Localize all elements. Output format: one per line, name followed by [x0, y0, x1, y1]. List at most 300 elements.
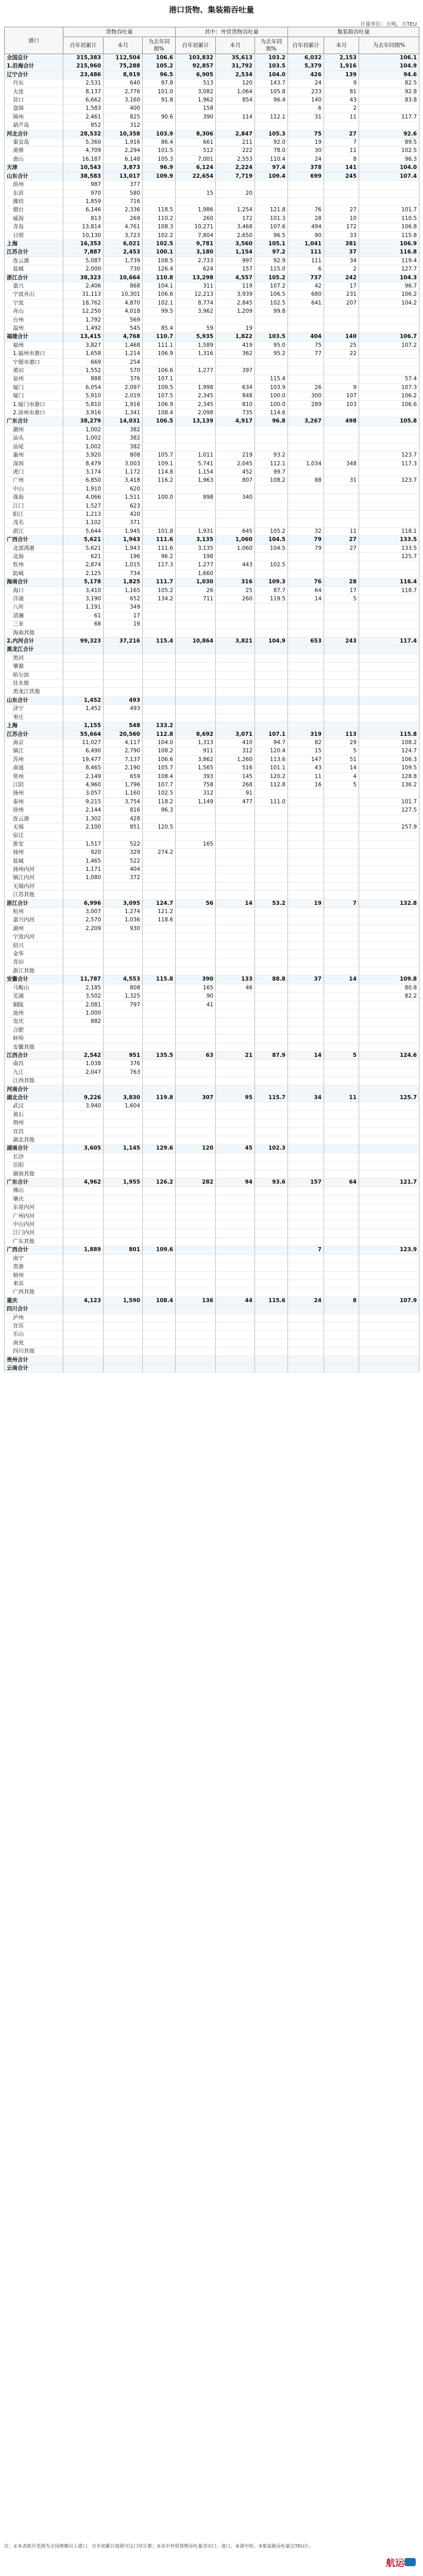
- value-cell: 31,113: [63, 291, 104, 299]
- value-cell: [288, 933, 324, 941]
- value-cell: 1,038: [63, 1060, 104, 1068]
- value-cell: 1,002: [63, 426, 104, 434]
- table-row: [5, 1364, 419, 1372]
- value-cell: [359, 1237, 419, 1245]
- value-cell: [216, 908, 255, 916]
- port-name-cell: 湛江: [5, 527, 63, 535]
- table-body: [5, 54, 419, 1373]
- value-cell: [359, 181, 419, 189]
- value-cell: 83.8: [359, 96, 419, 105]
- value-cell: [216, 181, 255, 189]
- value-cell: 624: [176, 265, 216, 274]
- table-row: [5, 975, 419, 984]
- value-cell: 35,613: [216, 54, 255, 62]
- value-cell: [324, 1060, 359, 1068]
- value-cell: [324, 1364, 359, 1372]
- value-cell: 87.9: [255, 1051, 288, 1059]
- table-row: [5, 823, 419, 831]
- table-row: [5, 223, 419, 231]
- table-row: [5, 172, 419, 180]
- table-row: [5, 1085, 419, 1093]
- value-cell: [288, 891, 324, 899]
- value-cell: [104, 1254, 143, 1262]
- port-name-cell: 嘉兴: [5, 282, 63, 290]
- value-cell: [288, 882, 324, 890]
- value-cell: 522: [104, 840, 143, 848]
- port-name-cell: 黄骅: [5, 147, 63, 155]
- value-cell: [255, 924, 288, 933]
- value-cell: [255, 815, 288, 823]
- value-cell: [104, 832, 143, 840]
- value-cell: 1,302: [63, 815, 104, 823]
- value-cell: [216, 502, 255, 510]
- value-cell: 18,762: [63, 299, 104, 307]
- value-cell: [324, 603, 359, 612]
- port-name-cell: 徐州: [5, 806, 63, 815]
- value-cell: 77: [288, 350, 324, 358]
- value-cell: [359, 663, 419, 671]
- value-cell: [63, 1077, 104, 1085]
- value-cell: 737: [288, 274, 324, 282]
- value-cell: [216, 1221, 255, 1229]
- value-cell: 3,082: [176, 88, 216, 96]
- value-cell: [176, 874, 216, 882]
- value-cell: 2,406: [63, 282, 104, 290]
- value-cell: [176, 603, 216, 612]
- value-cell: 1,986: [176, 206, 216, 214]
- value-cell: 659: [104, 772, 143, 781]
- value-cell: [216, 519, 255, 527]
- table-row: [5, 755, 419, 764]
- port-name-cell: 惠州: [5, 451, 63, 460]
- value-cell: 105.7: [143, 764, 176, 772]
- port-name-cell: 嘉兴内河: [5, 916, 63, 924]
- value-cell: [176, 1195, 216, 1203]
- value-cell: [104, 882, 143, 890]
- value-cell: 268: [216, 781, 255, 789]
- value-cell: [63, 688, 104, 696]
- value-cell: 1,277: [176, 561, 216, 569]
- value-cell: [176, 1246, 216, 1254]
- value-cell: 8: [324, 1297, 359, 1305]
- port-name-cell: 宜昌: [5, 1127, 63, 1136]
- value-cell: [255, 1254, 288, 1262]
- value-cell: [324, 1305, 359, 1314]
- value-cell: [324, 1119, 359, 1127]
- value-cell: 107.7: [143, 781, 176, 789]
- value-cell: [176, 832, 216, 840]
- value-cell: [255, 612, 288, 620]
- value-cell: 106.5: [143, 417, 176, 426]
- value-cell: [288, 941, 324, 950]
- value-cell: [324, 1348, 359, 1356]
- port-name-cell: 南宁: [5, 1254, 63, 1262]
- value-cell: 38,583: [63, 172, 104, 180]
- value-cell: [143, 1001, 176, 1009]
- value-cell: 102.5: [359, 147, 419, 155]
- value-cell: [63, 1170, 104, 1178]
- value-cell: [216, 105, 255, 113]
- value-cell: 61: [63, 612, 104, 620]
- value-cell: [176, 1364, 216, 1372]
- port-name-cell: 南充: [5, 1339, 63, 1347]
- value-cell: 82.2: [359, 992, 419, 1001]
- value-cell: 1,583: [63, 105, 104, 113]
- value-cell: 5,178: [63, 578, 104, 586]
- value-cell: 404: [104, 866, 143, 874]
- table-row: [5, 1229, 419, 1237]
- value-cell: 1,341: [104, 409, 143, 417]
- value-cell: 10,130: [63, 231, 104, 240]
- table-row: [5, 240, 419, 248]
- value-cell: [255, 502, 288, 510]
- value-cell: [104, 1043, 143, 1051]
- port-name-cell: 湖南其他: [5, 1170, 63, 1178]
- value-cell: [143, 1110, 176, 1119]
- value-cell: [359, 916, 419, 924]
- value-cell: 987: [63, 181, 104, 189]
- value-cell: [288, 502, 324, 510]
- value-cell: [216, 654, 255, 662]
- value-cell: 371: [104, 519, 143, 527]
- value-cell: 121.7: [359, 1178, 419, 1187]
- value-cell: 274.2: [143, 849, 176, 857]
- table-row: [5, 663, 419, 671]
- value-cell: [104, 1204, 143, 1212]
- value-cell: [288, 1127, 324, 1136]
- value-cell: 120: [176, 1144, 216, 1153]
- value-cell: 580: [104, 189, 143, 197]
- value-cell: [216, 1212, 255, 1220]
- value-cell: [324, 620, 359, 629]
- value-cell: [176, 358, 216, 366]
- value-cell: 1,313: [176, 738, 216, 747]
- port-name-cell: 连云港: [5, 257, 63, 265]
- value-cell: 4,960: [63, 781, 104, 789]
- table-row: [5, 654, 419, 662]
- value-cell: [324, 197, 359, 206]
- value-cell: 125.7: [359, 1093, 419, 1102]
- value-cell: 143.7: [255, 79, 288, 88]
- port-name-cell: 台州: [5, 316, 63, 324]
- value-cell: [359, 1077, 419, 1085]
- table-row: [5, 308, 419, 316]
- value-cell: [324, 502, 359, 510]
- value-cell: [324, 866, 359, 874]
- value-cell: [324, 950, 359, 958]
- value-cell: 758: [176, 781, 216, 789]
- value-cell: 109.4: [255, 172, 288, 180]
- value-cell: 56: [176, 899, 216, 907]
- value-cell: [216, 1068, 255, 1076]
- value-cell: 34: [288, 1093, 324, 1102]
- value-cell: [63, 1212, 104, 1220]
- value-cell: [255, 916, 288, 924]
- value-cell: [176, 1204, 216, 1212]
- port-name-cell: 武汉: [5, 1102, 63, 1110]
- table-row: [5, 477, 419, 485]
- value-cell: [288, 840, 324, 848]
- value-cell: [324, 510, 359, 518]
- value-cell: [324, 308, 359, 316]
- value-cell: [143, 924, 176, 933]
- value-cell: [255, 1170, 288, 1178]
- value-cell: [359, 1018, 419, 1026]
- value-cell: 2,336: [104, 206, 143, 214]
- value-cell: [255, 1018, 288, 1026]
- value-cell: 3,827: [63, 341, 104, 349]
- value-cell: 106.6: [143, 755, 176, 764]
- value-cell: [255, 510, 288, 518]
- value-cell: [255, 426, 288, 434]
- value-cell: 3,135: [176, 536, 216, 544]
- value-cell: [143, 1331, 176, 1339]
- value-cell: 102.1: [143, 299, 176, 307]
- value-cell: 381: [324, 240, 359, 248]
- value-cell: [176, 713, 216, 721]
- value-cell: [255, 1314, 288, 1322]
- port-name-cell: 江门内河: [5, 1229, 63, 1237]
- value-cell: 10: [324, 214, 359, 223]
- value-cell: 2,100: [63, 823, 104, 831]
- value-cell: [255, 840, 288, 848]
- port-name-cell: 丹东: [5, 79, 63, 88]
- value-cell: [216, 612, 255, 620]
- value-cell: [255, 646, 288, 654]
- value-cell: 382: [104, 426, 143, 434]
- value-cell: 512: [176, 147, 216, 155]
- value-cell: [216, 1170, 255, 1178]
- value-cell: [288, 1085, 324, 1093]
- table-row: [5, 1195, 419, 1203]
- value-cell: [359, 671, 419, 679]
- port-name-cell: 广西合计: [5, 536, 63, 544]
- value-cell: 16: [288, 781, 324, 789]
- port-name-cell: 秦皇岛: [5, 139, 63, 147]
- value-cell: [104, 1339, 143, 1347]
- table-row: [5, 206, 419, 214]
- value-cell: 95.2: [255, 350, 288, 358]
- port-name-cell: 湖北其他: [5, 1136, 63, 1144]
- value-cell: 102.5: [255, 299, 288, 307]
- value-cell: [324, 325, 359, 333]
- value-cell: [63, 671, 104, 679]
- value-cell: [324, 941, 359, 950]
- value-cell: 140: [324, 333, 359, 341]
- value-cell: 133: [216, 975, 255, 984]
- value-cell: 123.7: [359, 451, 419, 460]
- port-name-cell: 八所: [5, 603, 63, 612]
- value-cell: 103.2: [255, 54, 288, 62]
- port-name-cell: 1.厦门市港口: [5, 400, 63, 409]
- value-cell: 233: [288, 88, 324, 96]
- value-cell: [288, 519, 324, 527]
- value-cell: 13,017: [104, 172, 143, 180]
- value-cell: 118.2: [143, 798, 176, 806]
- value-cell: [143, 1077, 176, 1085]
- value-cell: [255, 1110, 288, 1119]
- value-cell: [359, 367, 419, 375]
- value-cell: 1,492: [63, 325, 104, 333]
- value-cell: 1,468: [104, 341, 143, 349]
- table-row: [5, 1271, 419, 1279]
- value-cell: [63, 1195, 104, 1203]
- value-cell: 109.5: [143, 383, 176, 392]
- value-cell: [216, 1018, 255, 1026]
- table-row: [5, 79, 419, 88]
- value-cell: 107.6: [255, 223, 288, 231]
- value-cell: [288, 722, 324, 730]
- port-name-cell: 浙江合计: [5, 899, 63, 907]
- value-cell: 3,821: [216, 637, 255, 646]
- port-name-cell: 南通: [5, 764, 63, 772]
- value-cell: [176, 941, 216, 950]
- value-cell: [216, 603, 255, 612]
- value-cell: 123.9: [359, 1246, 419, 1254]
- value-cell: 269: [104, 214, 143, 223]
- table-row: [5, 1136, 419, 1144]
- value-cell: 96.5: [255, 231, 288, 240]
- value-cell: 104.1: [143, 282, 176, 290]
- value-cell: 669: [63, 358, 104, 366]
- value-cell: [324, 1161, 359, 1170]
- port-name-cell: 舟山: [5, 308, 63, 316]
- value-cell: 1,452: [63, 705, 104, 713]
- value-cell: 119: [216, 282, 255, 290]
- value-cell: [176, 197, 216, 206]
- value-cell: 27: [324, 536, 359, 544]
- port-name-cell: 泰州: [5, 798, 63, 806]
- value-cell: [288, 1314, 324, 1322]
- value-cell: [255, 494, 288, 502]
- value-cell: 1,036: [104, 916, 143, 924]
- value-cell: 1,316: [176, 350, 216, 358]
- value-cell: [324, 1288, 359, 1297]
- table-row: [5, 849, 419, 857]
- value-cell: [255, 434, 288, 443]
- value-cell: 96.2: [143, 552, 176, 561]
- value-cell: [324, 1043, 359, 1051]
- value-cell: 6,905: [176, 71, 216, 79]
- value-cell: 1,102: [63, 519, 104, 527]
- value-cell: 106.6: [143, 54, 176, 62]
- value-cell: [63, 1221, 104, 1229]
- value-cell: [104, 1263, 143, 1271]
- port-name-cell: 辽宁合计: [5, 71, 63, 79]
- value-cell: 17: [324, 282, 359, 290]
- value-cell: [216, 443, 255, 451]
- value-cell: [176, 849, 216, 857]
- value-cell: 1,945: [104, 527, 143, 535]
- port-name-cell: 防城: [5, 569, 63, 578]
- value-cell: 810: [216, 400, 255, 409]
- value-cell: 2,650: [216, 231, 255, 240]
- value-cell: 920: [63, 849, 104, 857]
- value-cell: 165: [176, 840, 216, 848]
- value-cell: 31: [288, 113, 324, 121]
- value-cell: [324, 1314, 359, 1322]
- value-cell: [324, 832, 359, 840]
- value-cell: [359, 1279, 419, 1288]
- value-cell: [359, 1119, 419, 1127]
- value-cell: 43: [324, 96, 359, 105]
- value-cell: [104, 1279, 143, 1288]
- value-cell: 11: [324, 1093, 359, 1102]
- value-cell: [216, 866, 255, 874]
- value-cell: 3,135: [176, 544, 216, 552]
- value-cell: 2,209: [63, 924, 104, 933]
- value-cell: 38,279: [63, 417, 104, 426]
- value-cell: 16,187: [63, 155, 104, 163]
- port-name-cell: 梧州: [5, 1271, 63, 1279]
- value-cell: [255, 663, 288, 671]
- value-cell: [324, 1026, 359, 1034]
- table-row: [5, 426, 419, 434]
- value-cell: 1,739: [104, 257, 143, 265]
- port-name-cell: 重庆: [5, 1297, 63, 1305]
- table-row: [5, 603, 419, 612]
- value-cell: [255, 1119, 288, 1127]
- value-cell: 109.1: [143, 460, 176, 468]
- header-col: 自年初累计: [63, 37, 104, 54]
- value-cell: [176, 1110, 216, 1119]
- value-cell: [255, 967, 288, 975]
- value-cell: 3,003: [104, 460, 143, 468]
- value-cell: [288, 958, 324, 967]
- value-cell: [216, 1339, 255, 1347]
- value-cell: [104, 1009, 143, 1017]
- table-row: [5, 122, 419, 130]
- port-name-cell: 黑龙江其他: [5, 688, 63, 696]
- value-cell: 105.7: [143, 451, 176, 460]
- value-cell: 2,570: [63, 916, 104, 924]
- value-cell: [324, 1237, 359, 1245]
- value-cell: 898: [176, 494, 216, 502]
- value-cell: [255, 941, 288, 950]
- value-cell: [255, 122, 288, 130]
- value-cell: 1,155: [63, 722, 104, 730]
- value-cell: [216, 485, 255, 493]
- port-name-cell: 1.沿海合计: [5, 62, 63, 71]
- value-cell: [176, 510, 216, 518]
- table-row: [5, 494, 419, 502]
- value-cell: [324, 798, 359, 806]
- port-name-cell: 无锡内河: [5, 882, 63, 890]
- value-cell: [359, 866, 419, 874]
- value-cell: 91.8: [143, 96, 176, 105]
- value-cell: 329: [104, 849, 143, 857]
- port-name-cell: 芜湖: [5, 992, 63, 1001]
- value-cell: 5,087: [63, 257, 104, 265]
- value-cell: [176, 1035, 216, 1043]
- table-row: [5, 908, 419, 916]
- value-cell: 2,185: [63, 984, 104, 992]
- value-cell: [359, 908, 419, 916]
- value-cell: 494: [288, 223, 324, 231]
- value-cell: 2,733: [176, 257, 216, 265]
- value-cell: [143, 1043, 176, 1051]
- value-cell: [216, 316, 255, 324]
- value-cell: 118.6: [143, 916, 176, 924]
- port-name-cell: 深圳: [5, 460, 63, 468]
- value-cell: [143, 1187, 176, 1195]
- value-cell: [63, 1026, 104, 1034]
- value-cell: [104, 967, 143, 975]
- value-cell: 1,527: [63, 502, 104, 510]
- value-cell: [104, 1119, 143, 1127]
- value-cell: 211: [216, 139, 255, 147]
- value-cell: [359, 510, 419, 518]
